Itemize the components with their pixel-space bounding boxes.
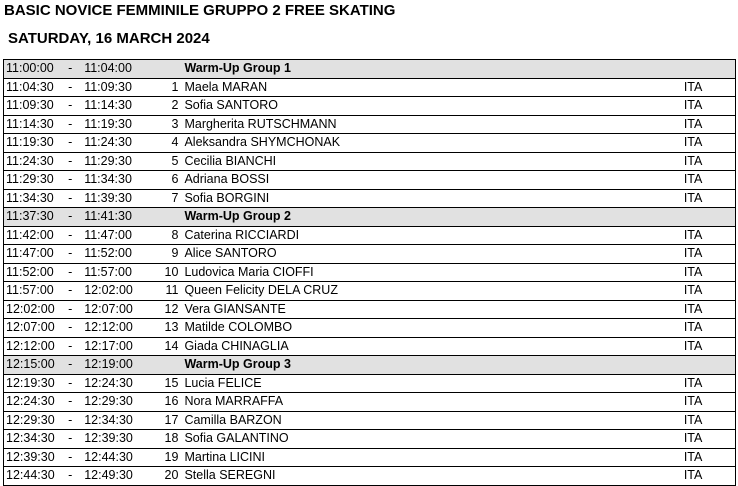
start-number: 7	[150, 189, 184, 208]
end-time: 11:52:00	[84, 245, 150, 264]
start-time: 11:47:00	[4, 245, 69, 264]
skater-name: Giada CHINAGLIA	[184, 337, 683, 356]
nation: ITA	[684, 263, 736, 282]
start-time: 11:09:30	[4, 97, 69, 116]
time-separator: -	[68, 411, 84, 430]
nation: ITA	[684, 245, 736, 264]
nation: ITA	[684, 226, 736, 245]
nation: ITA	[684, 78, 736, 97]
time-separator: -	[68, 97, 84, 116]
start-time: 11:00:00	[4, 60, 69, 79]
warmup-group-label: Warm-Up Group 3	[184, 356, 683, 375]
time-separator: -	[68, 263, 84, 282]
skater-name: Maela MARAN	[184, 78, 683, 97]
skater-row	[4, 226, 736, 245]
nation: ITA	[684, 467, 736, 486]
time-separator: -	[68, 393, 84, 412]
nation: ITA	[684, 115, 736, 134]
start-number: 16	[150, 393, 184, 412]
end-time: 11:09:30	[84, 78, 150, 97]
start-time: 11:52:00	[4, 263, 69, 282]
start-number	[150, 208, 184, 227]
start-number: 15	[150, 374, 184, 393]
skater-name: Adriana BOSSI	[184, 171, 683, 190]
skater-row	[4, 171, 736, 190]
skater-row	[4, 411, 736, 430]
start-time: 12:44:30	[4, 467, 69, 486]
start-number: 20	[150, 467, 184, 486]
time-separator: -	[68, 319, 84, 338]
skater-name: Aleksandra SHYMCHONAK	[184, 134, 683, 153]
start-number: 9	[150, 245, 184, 264]
time-separator: -	[68, 208, 84, 227]
skater-name: Matilde COLOMBO	[184, 319, 683, 338]
warmup-row	[4, 356, 736, 375]
nation	[684, 60, 736, 79]
end-time: 11:29:30	[84, 152, 150, 171]
skater-name: Stella SEREGNI	[184, 467, 683, 486]
end-time: 11:57:00	[84, 263, 150, 282]
nation: ITA	[684, 337, 736, 356]
start-time: 11:19:30	[4, 134, 69, 153]
skater-name: Camilla BARZON	[184, 411, 683, 430]
skater-row	[4, 374, 736, 393]
page-title: BASIC NOVICE FEMMINILE GRUPPO 2 FREE SKATING	[4, 2, 396, 19]
end-time: 11:41:30	[84, 208, 150, 227]
event-date: SATURDAY, 16 MARCH 2024	[8, 30, 210, 47]
skater-name: Alice SANTORO	[184, 245, 683, 264]
skater-row	[4, 189, 736, 208]
end-time: 12:19:00	[84, 356, 150, 375]
nation: ITA	[684, 393, 736, 412]
end-time: 11:14:30	[84, 97, 150, 116]
time-separator: -	[68, 467, 84, 486]
nation: ITA	[684, 300, 736, 319]
skater-row	[4, 134, 736, 153]
start-time: 12:24:30	[4, 393, 69, 412]
start-time: 12:15:00	[4, 356, 69, 375]
start-number: 11	[150, 282, 184, 301]
start-time: 11:29:30	[4, 171, 69, 190]
start-time: 12:39:30	[4, 448, 69, 467]
start-number: 18	[150, 430, 184, 449]
skater-row	[4, 282, 736, 301]
start-time: 11:14:30	[4, 115, 69, 134]
time-separator: -	[68, 300, 84, 319]
time-separator: -	[68, 152, 84, 171]
skater-name: Ludovica Maria CIOFFI	[184, 263, 683, 282]
start-number: 1	[150, 78, 184, 97]
start-time: 11:34:30	[4, 189, 69, 208]
end-time: 11:34:30	[84, 171, 150, 190]
warmup-row	[4, 208, 736, 227]
start-number: 14	[150, 337, 184, 356]
time-separator: -	[68, 448, 84, 467]
end-time: 12:02:00	[84, 282, 150, 301]
end-time: 12:39:30	[84, 430, 150, 449]
skater-row	[4, 430, 736, 449]
skater-row	[4, 78, 736, 97]
warmup-row	[4, 60, 736, 79]
start-number: 19	[150, 448, 184, 467]
start-number	[150, 356, 184, 375]
skater-name: Queen Felicity DELA CRUZ	[184, 282, 683, 301]
start-number: 4	[150, 134, 184, 153]
start-time: 12:07:00	[4, 319, 69, 338]
skater-name: Martina LICINI	[184, 448, 683, 467]
skater-name: Lucia FELICE	[184, 374, 683, 393]
skater-row	[4, 300, 736, 319]
start-number: 6	[150, 171, 184, 190]
skater-name: Sofia GALANTINO	[184, 430, 683, 449]
skater-row	[4, 263, 736, 282]
start-time: 12:29:30	[4, 411, 69, 430]
nation: ITA	[684, 282, 736, 301]
start-number: 3	[150, 115, 184, 134]
end-time: 11:04:00	[84, 60, 150, 79]
skater-row	[4, 319, 736, 338]
skater-row	[4, 245, 736, 264]
skater-row	[4, 467, 736, 486]
time-separator: -	[68, 189, 84, 208]
nation: ITA	[684, 448, 736, 467]
start-time: 12:12:00	[4, 337, 69, 356]
start-time: 11:24:30	[4, 152, 69, 171]
warmup-group-label: Warm-Up Group 1	[184, 60, 683, 79]
end-time: 11:47:00	[84, 226, 150, 245]
start-number: 2	[150, 97, 184, 116]
start-number: 10	[150, 263, 184, 282]
nation	[684, 356, 736, 375]
start-number: 13	[150, 319, 184, 338]
start-number: 8	[150, 226, 184, 245]
end-time: 11:19:30	[84, 115, 150, 134]
start-time: 11:42:00	[4, 226, 69, 245]
end-time: 12:17:00	[84, 337, 150, 356]
end-time: 12:07:00	[84, 300, 150, 319]
time-separator: -	[68, 430, 84, 449]
skater-name: Caterina RICCIARDI	[184, 226, 683, 245]
start-time: 11:57:00	[4, 282, 69, 301]
time-separator: -	[68, 374, 84, 393]
nation	[684, 208, 736, 227]
nation: ITA	[684, 374, 736, 393]
nation: ITA	[684, 152, 736, 171]
skater-name: Margherita RUTSCHMANN	[184, 115, 683, 134]
start-time: 12:02:00	[4, 300, 69, 319]
time-separator: -	[68, 78, 84, 97]
skater-row	[4, 393, 736, 412]
time-separator: -	[68, 356, 84, 375]
start-number: 5	[150, 152, 184, 171]
nation: ITA	[684, 171, 736, 190]
schedule-table	[3, 59, 736, 486]
nation: ITA	[684, 430, 736, 449]
start-time: 12:34:30	[4, 430, 69, 449]
skater-row	[4, 152, 736, 171]
nation: ITA	[684, 189, 736, 208]
skater-row	[4, 115, 736, 134]
time-separator: -	[68, 282, 84, 301]
nation: ITA	[684, 97, 736, 116]
nation: ITA	[684, 411, 736, 430]
end-time: 12:49:30	[84, 467, 150, 486]
end-time: 12:24:30	[84, 374, 150, 393]
start-time: 12:19:30	[4, 374, 69, 393]
end-time: 12:29:30	[84, 393, 150, 412]
nation: ITA	[684, 319, 736, 338]
time-separator: -	[68, 226, 84, 245]
skater-name: Nora MARRAFFA	[184, 393, 683, 412]
skater-row	[4, 97, 736, 116]
end-time: 12:34:30	[84, 411, 150, 430]
time-separator: -	[68, 171, 84, 190]
time-separator: -	[68, 337, 84, 356]
skater-name: Vera GIANSANTE	[184, 300, 683, 319]
start-number: 12	[150, 300, 184, 319]
time-separator: -	[68, 115, 84, 134]
time-separator: -	[68, 134, 84, 153]
skater-name: Sofia BORGINI	[184, 189, 683, 208]
start-time: 11:04:30	[4, 78, 69, 97]
skater-name: Sofia SANTORO	[184, 97, 683, 116]
schedule-body	[4, 60, 736, 486]
start-number	[150, 60, 184, 79]
warmup-group-label: Warm-Up Group 2	[184, 208, 683, 227]
end-time: 11:24:30	[84, 134, 150, 153]
skater-name: Cecilia BIANCHI	[184, 152, 683, 171]
end-time: 12:44:30	[84, 448, 150, 467]
end-time: 11:39:30	[84, 189, 150, 208]
end-time: 12:12:00	[84, 319, 150, 338]
start-number: 17	[150, 411, 184, 430]
start-time: 11:37:30	[4, 208, 69, 227]
skater-row	[4, 448, 736, 467]
skater-row	[4, 337, 736, 356]
time-separator: -	[68, 60, 84, 79]
time-separator: -	[68, 245, 84, 264]
nation: ITA	[684, 134, 736, 153]
